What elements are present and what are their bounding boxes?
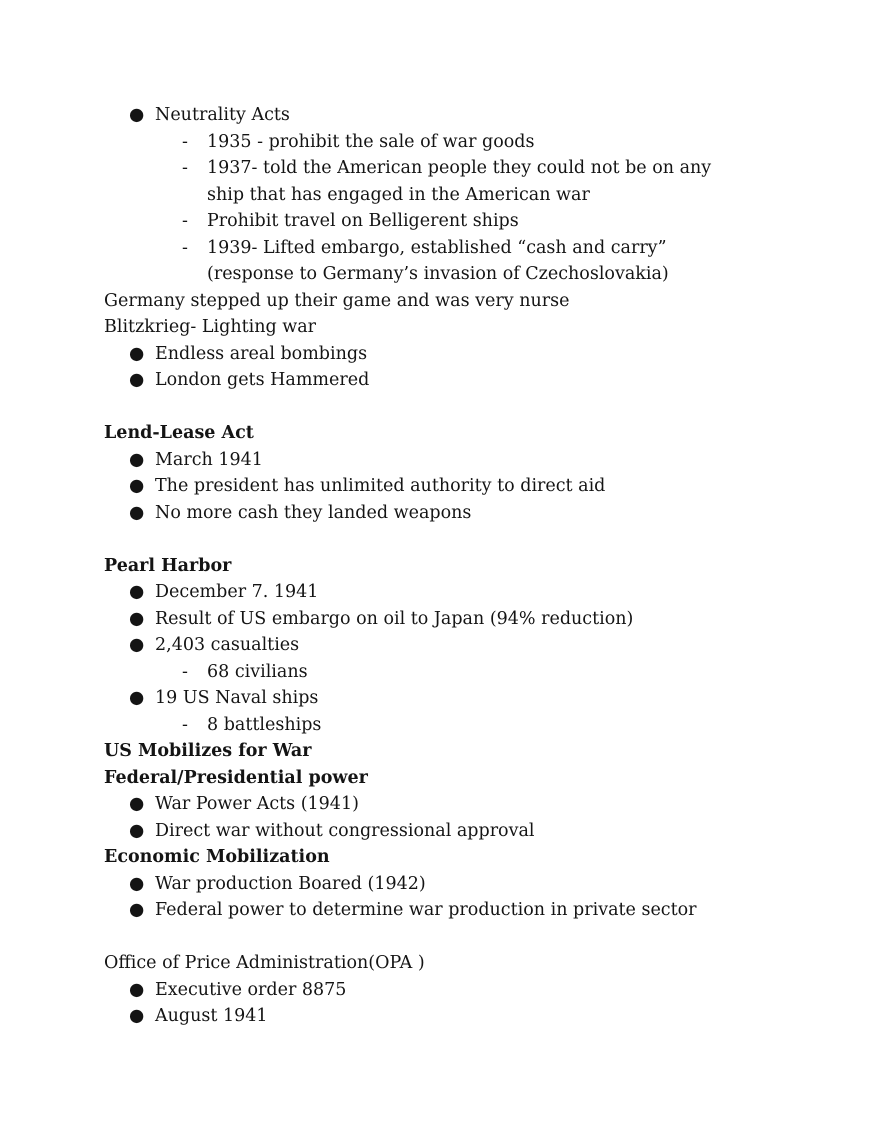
list-item — [104, 102, 804, 129]
list-item — [104, 818, 804, 845]
dash-marker: - — [182, 661, 188, 682]
list-item — [104, 871, 804, 898]
bullet-marker: ● — [129, 979, 145, 1000]
item-text: Endless areal bombings — [155, 343, 368, 364]
bullet-marker: ● — [129, 105, 145, 125]
bullet-marker: ● — [129, 608, 145, 629]
sub-item-text: 1939- Lifted embargo, established “cash and carry” (response to Germany’s invasion of Czechoslovakia) — [207, 237, 669, 284]
bullet-marker: ● — [129, 502, 145, 523]
sub-list-item — [104, 208, 747, 235]
item-text: The president has unlimited authority to direct aid — [155, 476, 606, 496]
list-item — [104, 685, 804, 712]
bullet-marker: ● — [129, 794, 145, 814]
item-text: London gets Hammered — [155, 370, 370, 390]
bullet-marker: ● — [129, 476, 145, 496]
sub-list-item — [104, 129, 747, 156]
mobilizes-heading: US Mobilizes for War — [104, 741, 312, 761]
item-text: March 1941 — [155, 449, 263, 470]
item-text: December 7. 1941 — [155, 582, 319, 602]
sub-item-text: 8 battleships — [207, 714, 322, 735]
sub-item-text: 1935 - prohibit the sale of war goods — [207, 131, 535, 152]
list-item — [104, 473, 804, 500]
bullet-marker: ● — [129, 1006, 145, 1026]
sub-list-item — [104, 155, 747, 208]
list-item — [104, 1003, 804, 1030]
notes-body — [104, 102, 804, 1030]
list-item — [104, 341, 804, 368]
list-item — [104, 977, 804, 1004]
dash-marker: - — [182, 211, 188, 231]
spacer — [104, 526, 804, 553]
dash-marker: - — [182, 714, 188, 735]
list-item — [104, 500, 804, 527]
economic-mobilization-heading: Economic Mobilization — [104, 847, 330, 867]
item-text: Executive order 8875 — [155, 979, 347, 1000]
opa-heading: Office of Price Administration(OPA ) — [104, 953, 425, 973]
item-text: Direct war without congressional approval — [155, 820, 535, 841]
list-item — [104, 606, 804, 633]
list-item — [104, 447, 804, 474]
item-text: Federal power to determine war production in private sector — [155, 900, 697, 920]
list-item — [104, 367, 804, 394]
germany-line: Germany stepped up their game and was very nurse — [104, 290, 570, 311]
bullet-marker: ● — [129, 343, 145, 364]
item-text: 2,403 casualties — [155, 635, 300, 655]
bullet-marker: ● — [129, 688, 145, 708]
sub-item-text: 68 civilians — [207, 661, 308, 682]
bullet-marker: ● — [129, 900, 145, 920]
list-item — [104, 897, 804, 924]
sub-list-item — [104, 712, 747, 739]
item-text: Result of US embargo on oil to Japan (94% reduction) — [155, 608, 634, 629]
bullet-marker: ● — [129, 370, 145, 390]
sub-item-text: Prohibit travel on Belligerent ships — [207, 211, 519, 231]
sub-item-text: 1937- told the American people they could not be on any ship that has engaged in the American war — [207, 158, 712, 205]
sub-list-item — [104, 659, 747, 686]
item-text: War Power Acts (1941) — [155, 794, 359, 814]
lend-lease-heading: Lend-Lease Act — [104, 423, 254, 443]
bullet-marker: ● — [129, 820, 145, 841]
dash-marker: - — [182, 158, 188, 178]
blitzkrieg-title: Blitzkrieg- Lighting war — [104, 317, 317, 337]
dash-marker: - — [182, 237, 188, 258]
bullet-marker: ● — [129, 582, 145, 602]
spacer — [104, 394, 804, 421]
sub-list-item — [104, 235, 747, 288]
item-text: No more cash they landed weapons — [155, 502, 472, 523]
bullet-marker: ● — [129, 873, 145, 894]
neutrality-acts-title: Neutrality Acts — [155, 105, 290, 125]
pearl-harbor-heading: Pearl Harbor — [104, 555, 232, 576]
bullet-marker: ● — [129, 635, 145, 655]
item-text: 19 US Naval ships — [155, 688, 319, 708]
item-text: August 1941 — [155, 1006, 268, 1026]
bullet-marker: ● — [129, 449, 145, 470]
list-item — [104, 579, 804, 606]
list-item — [104, 632, 804, 659]
dash-marker: - — [182, 131, 188, 152]
list-item — [104, 791, 804, 818]
federal-power-heading: Federal/Presidential power — [104, 767, 368, 788]
item-text: War production Boared (1942) — [155, 873, 426, 894]
spacer — [104, 924, 804, 951]
